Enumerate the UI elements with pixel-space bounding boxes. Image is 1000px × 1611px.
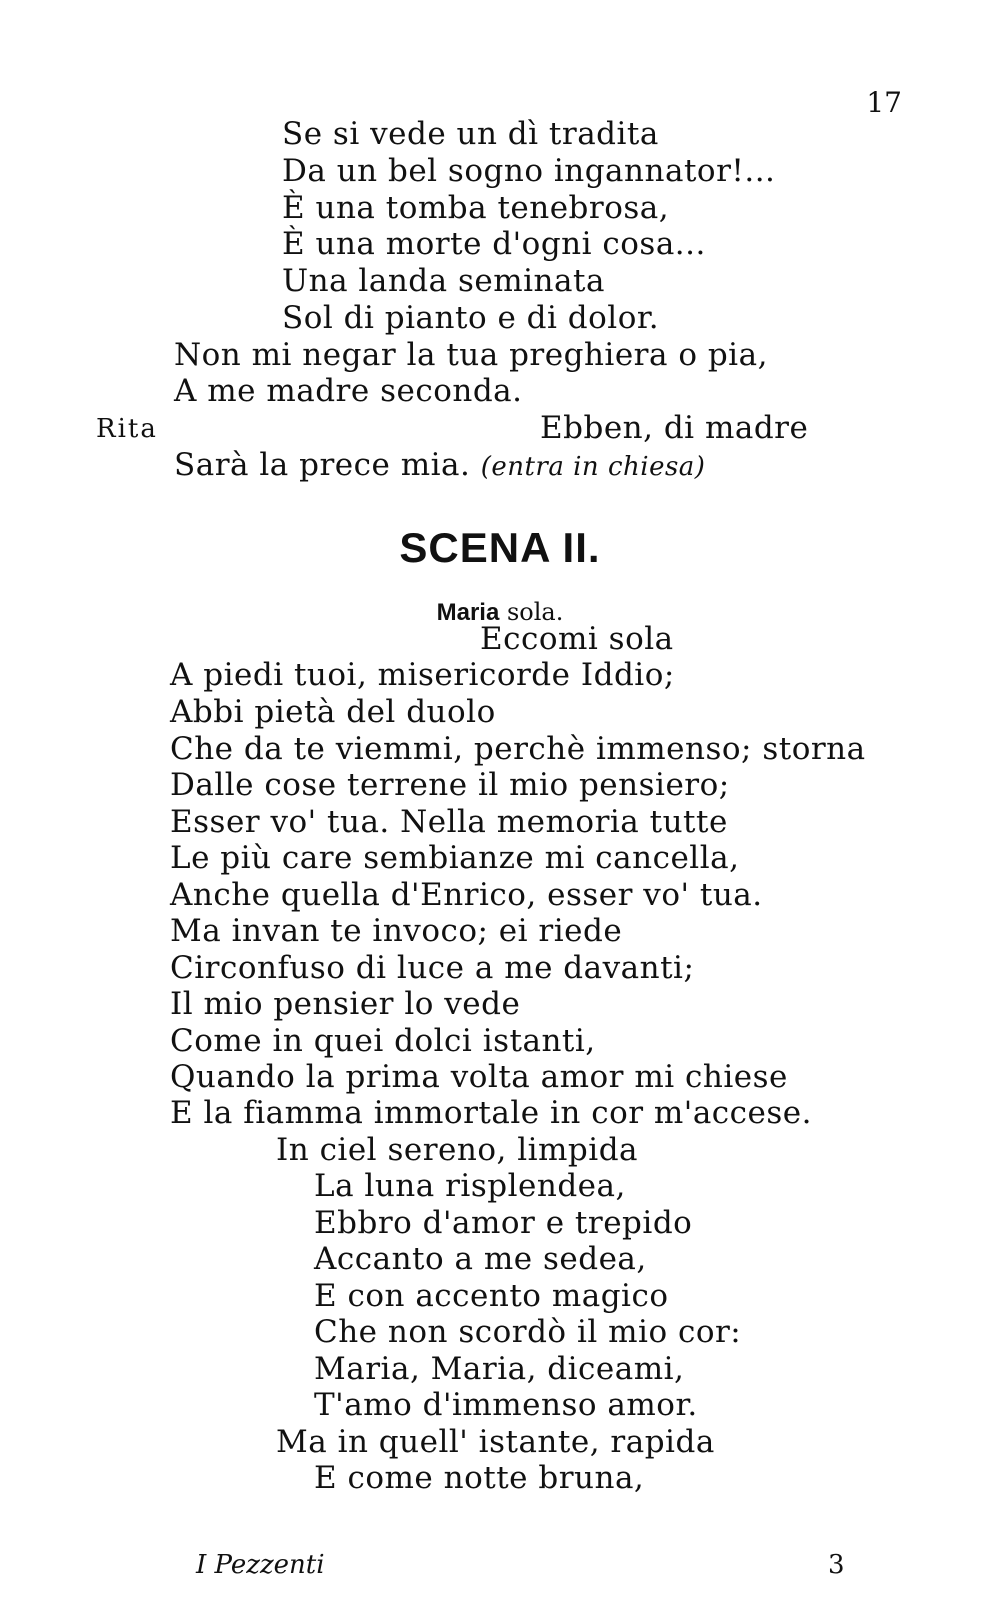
verse-line: E con accento magico bbox=[314, 1278, 669, 1314]
verse-line: La luna risplendea, bbox=[314, 1168, 626, 1204]
verse-line: Esser vo' tua. Nella memoria tutte bbox=[170, 804, 728, 840]
verse-line: Da un bel sogno ingannator!... bbox=[282, 153, 776, 189]
verse-line: Anche quella d'Enrico, esser vo' tua. bbox=[170, 877, 763, 913]
character-name: Maria bbox=[436, 599, 500, 626]
verse-line: Accanto a me sedea, bbox=[314, 1241, 647, 1277]
signature-mark: 3 bbox=[828, 1550, 845, 1580]
verse-line: Quando la prima volta amor mi chiese bbox=[170, 1059, 788, 1095]
scene-title: SCENA II. bbox=[399, 524, 601, 571]
verse-line: Dalle cose terrene il mio pensiero; bbox=[170, 767, 730, 803]
verse-line: A piedi tuoi, misericorde Iddio; bbox=[170, 657, 675, 693]
verse-text: Sarà la prece mia. bbox=[174, 447, 471, 483]
verse-line: Il mio pensier lo vede bbox=[170, 986, 521, 1022]
verse-line: Che non scordò il mio cor: bbox=[314, 1314, 742, 1350]
stage-direction: (entra in chiesa) bbox=[480, 452, 706, 482]
verse-line: Che da te viemmi, perchè immenso; storna bbox=[170, 731, 866, 767]
verse-line: Maria, Maria, diceami, bbox=[314, 1351, 685, 1387]
verse-line-rita-2 bbox=[174, 447, 705, 485]
verse-line: Le più care sembianze mi cancella, bbox=[170, 840, 740, 876]
verse-line: A me madre seconda. bbox=[174, 373, 523, 409]
verse-line: Ma invan te invoco; ei riede bbox=[170, 913, 623, 949]
page-number: 17 bbox=[866, 86, 902, 119]
verse-line: Ebbro d'amor e trepido bbox=[314, 1205, 693, 1241]
footer-title: I Pezzenti bbox=[196, 1550, 325, 1580]
verse-line: In ciel sereno, limpida bbox=[276, 1132, 639, 1168]
verse-line: Abbi pietà del duolo bbox=[170, 694, 496, 730]
scene-direction: sola. bbox=[506, 598, 564, 626]
verse-line: E come notte bruna, bbox=[314, 1460, 645, 1496]
verse-line: Ebben, di madre bbox=[540, 410, 809, 446]
speaker-rita: Rita bbox=[96, 414, 158, 444]
verse-line: Eccomi sola bbox=[480, 621, 674, 657]
verse-line: È una morte d'ogni cosa... bbox=[282, 226, 706, 262]
verse-line: T'amo d'immenso amor. bbox=[314, 1387, 698, 1423]
verse-line: È una tomba tenebrosa, bbox=[282, 190, 670, 226]
verse-line: E la fiamma immortale in cor m'accese. bbox=[170, 1095, 812, 1131]
verse-line: Sol di pianto e di dolor. bbox=[282, 300, 660, 336]
verse-line: Ma in quell' istante, rapida bbox=[276, 1424, 715, 1460]
verse-line: Una landa seminata bbox=[282, 263, 605, 299]
verse-line: Circonfuso di luce a me davanti; bbox=[170, 950, 695, 986]
verse-line: Se si vede un dì tradita bbox=[282, 116, 659, 152]
verse-line: Non mi negar la tua preghiera o pia, bbox=[174, 337, 768, 373]
verse-line: Come in quei dolci istanti, bbox=[170, 1023, 596, 1059]
